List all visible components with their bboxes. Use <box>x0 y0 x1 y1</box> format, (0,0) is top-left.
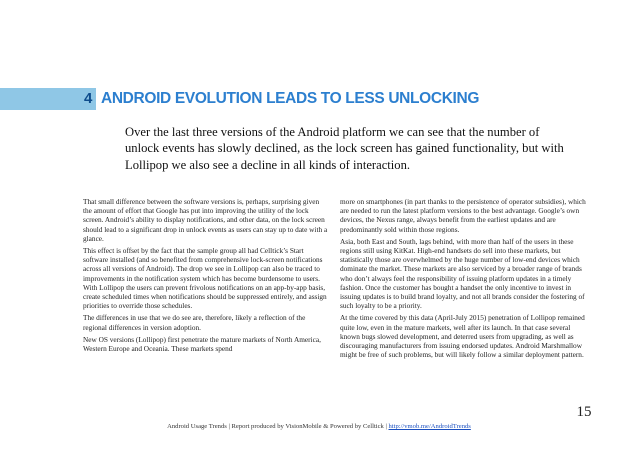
page-footer <box>0 423 638 430</box>
body-paragraph: This effect is offset by the fact that the sample group all had Celltick’s Start software installed (and so benefited from comprehensive lock-screen notifications across all versions of Android). The drop we see in Lollipop can also be traced to improvements in the notification system which has become burdensome to users. With Lollipop the users can prevent frivolous notifications on an app-by-app basis, create scheduled times when notifications should be suppressed entirely, and assign priorities to override those schedules. <box>83 246 327 311</box>
body-paragraph: Asia, both East and South, lags behind, with more than half of the users in these regions still using KitKat. High-end handsets do sell into these markets, but statistically those are overwhelmed by the huge number of low-end devices which dominate the market. These markets are also serviced by a broader range of brands who don’t always feel the responsibility of issuing platform updates in a timely fashion. Once the customer has bought a handset the only incentive to invest in issuing updates is to build brand loyalty, and not all brands consider the fostering of such loyalty to be a priority. <box>340 236 585 311</box>
section-header <box>0 88 520 110</box>
section-number: 4 <box>84 90 93 107</box>
body-paragraph: New OS versions (Lollipop) first penetrate the mature markets of North America, Western Europe and Oceania. These markets spend <box>83 334 321 354</box>
intro-paragraph: Over the last three versions of the Android platform we can see that the number of unlock events has slowly declined, as the lock screen has gained functionality, but with Lollipop we also see a decline in all kinds of interaction. <box>125 125 564 172</box>
body-paragraph: At the time covered by this data (April-July 2015) penetration of Lollipop remained quite low, even in the mature markets, well after its launch. In that case several known bugs slowed development, and deterred users from upgrading, as well as discouraging manufacturers from issuing endorsed updates. Android Marshmallow might be free of such problems, but will likely follow a similar deployment pattern. <box>340 313 585 360</box>
body-paragraph: more on smartphones (in part thanks to the persistence of operator subsidies), which are needed to run the latest platform versions to the best advantage. Google’s own devices, the Nexus range, always benefit from the earliest updates and are predominantly sold within those regions. <box>340 197 586 234</box>
section-accent-bar <box>0 88 96 110</box>
section-title: ANDROID EVOLUTION LEADS TO LESS UNLOCKING <box>101 90 480 107</box>
page-number: 15 <box>576 404 592 420</box>
body-paragraph: That small difference between the software versions is, perhaps, surprising given the amount of effort that Google has put into improving the utility of the lock screen. Android’s ability to display notifications, and other data, on the lock screen should lead to a significant drop in unlock events as users can stay up to date with a glance. <box>83 197 328 243</box>
footer-text: Android Usage Trends | Report produced by VisionMobile & Powered by Celltick | <box>167 423 387 430</box>
left-column <box>83 197 329 356</box>
footer-link[interactable]: http://vmob.me/AndroidTrends <box>388 423 471 430</box>
body-paragraph: The differences in use that we do see are, therefore, likely a reflection of the regional differences in version adoption. <box>83 313 306 332</box>
right-column <box>340 197 586 362</box>
